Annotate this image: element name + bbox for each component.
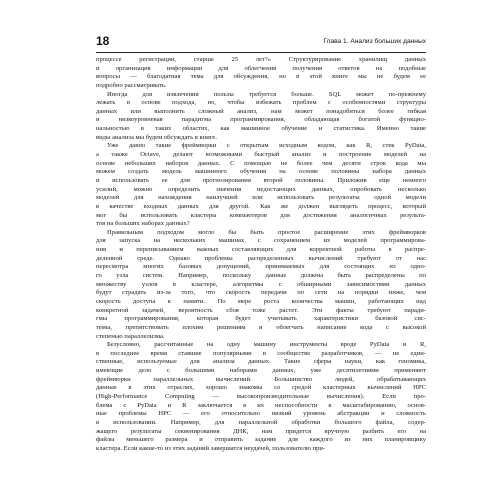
- text-line: ния и переписыванием важных составляющих для корректной работы в распре-: [96, 246, 426, 254]
- text-line: процессе регистрации, старше 25 лет?» Структурирование хранилищ данных: [96, 56, 426, 63]
- text-line: гмы программирования, которая будет учитывать характеристики базовой сис-: [96, 315, 426, 323]
- page-header: [96, 36, 426, 50]
- text-line: множеству узлов в кластере, алгоритмы с обширными зависимостями данных: [96, 280, 426, 288]
- text-line: можем создать модель машинного обучения на основе половины набора данных: [96, 168, 426, 176]
- text-line: Иногда для извлечения пользы требуется больше. SQL может по-прежнему: [107, 90, 426, 98]
- paragraph: [96, 56, 426, 91]
- text-line: в использовании. Например, для параллельной обработки большого файла, содер-: [96, 418, 426, 426]
- text-line: лежать в основе подхода, но, чтобы избежать проблем с особенностями структуры: [96, 99, 426, 107]
- page-number: 18: [96, 34, 110, 48]
- text-line: конкретной задачей, вероятность сбоя тоже растет. Эти факты требуют паради-: [96, 306, 426, 314]
- text-line: будут страдать из-за того, что скорость передачи по сети на порядки ниже, чем: [96, 289, 426, 297]
- text-line: подробно рассматривать.: [96, 81, 167, 89]
- text-line: кластера. Если какие-то из этих заданий завершатся неудачей, пользователю при-: [96, 444, 326, 452]
- text-line: моделей для нахождения наилучшей или использовать результаты одной модели: [96, 194, 426, 202]
- text-line: усилий, можно определить значения недостающих данных, опробовать несколько: [96, 185, 426, 193]
- text-line: основе небольших наборов данных. С помощью не более чем десяти строк кода мы: [96, 159, 426, 167]
- text-line: в последнее время ставшие популярными в сообществе разработчиков, — не един-: [96, 349, 426, 357]
- text-line: ные проблемы HPC — его относительно низкий уровень абстракции и сложность: [96, 410, 426, 418]
- text-line: для запуска на нескольких машинах с сохранением их моделей программирова-: [96, 237, 426, 245]
- text-line: данных или выполнить сложный анализ, нам может понадобиться более гибкая: [96, 107, 426, 115]
- text-line: нальностью в таких областях, как машинное обучение и статистика. Именно такие: [96, 125, 426, 133]
- text-line: файлы меньшего размера и отправить задание для каждого из них планировщику: [96, 436, 426, 444]
- text-line: пересмотра многих базовых допущений, принимаемых для состоящих из одно-: [96, 263, 426, 271]
- paragraph: [96, 91, 426, 143]
- text-line: фреймворки параллельных вычислений. Большинство людей, обрабатывающих: [96, 375, 426, 383]
- paragraph: [96, 229, 426, 341]
- text-line: Уже давно такие фреймворки с открытым исходным кодом, как R, стек PyData,: [107, 142, 426, 150]
- text-line: тов на больших наборах данных?: [96, 220, 190, 228]
- text-line: темы, препятствовать плохим решениям и облегчать написание кода с высокой: [96, 323, 426, 331]
- text-line: Безусловно, рассчитанные на одну машину инструменты вроде PyData и R,: [107, 341, 426, 349]
- text-line: Правильным подходом могло бы быть простое расширение этих фреймворков: [107, 228, 426, 236]
- body-text: [96, 56, 426, 453]
- text-line: степенью параллелизма.: [96, 332, 165, 340]
- paragraph: [96, 142, 426, 228]
- text-line: имеющие дело с большими наборами данных, уже десятилетиями применяют: [96, 367, 426, 375]
- text-line: деленной среде. Однако проблемы распределенных вычислений требуют от нас: [96, 254, 426, 262]
- text-line: го узла систем. Например, поскольку данные должны быть распределены по: [96, 272, 426, 280]
- text-line: ственные, используемые для анализа данных. Такие сферы науки, как геномика,: [96, 358, 426, 366]
- text-line: в качестве входных данных для другой. Как же должен выглядеть процесс, который: [96, 202, 426, 210]
- text-line: и низкоуровневая парадигма программирования, обладающая богатой функцио-: [96, 116, 426, 124]
- text-line: а также Octave, делают возможными быстрый анализ и построение моделей на: [96, 151, 426, 159]
- running-chapter-title: Глава 1. Анализ больших данных: [323, 38, 426, 45]
- text-line: жащего результаты секвенирования ДНК, нам придется вручную разбить его на: [96, 427, 426, 435]
- text-line: (High-Performance Computing — высокопроизводительные вычисления). Если про-: [96, 392, 426, 400]
- text-line: скорость доступа к памяти. По мере роста количества машин, работающих над: [96, 297, 426, 305]
- header-rule: [96, 52, 426, 53]
- text-line: данные в этих отраслях, хорошо знакомы со средой кластерных вычислений HPC: [96, 384, 426, 392]
- text-line: и использовать ее для прогнозирования второй половины. Приложив еще немного: [96, 176, 426, 184]
- text-line: и организация информации для облегчения получения ответов на подобные: [96, 64, 426, 72]
- text-line: блема с PyData и R заключается в их неспособности к масштабированию, основ-: [96, 401, 426, 409]
- paragraph: [96, 341, 426, 453]
- text-line: виды анализа мы будем обсуждать в книге.: [96, 133, 217, 141]
- text-line: мог бы использовать кластеры компьютеров для достижения аналогичных результа-: [96, 211, 426, 219]
- text-line: вопросы — благодатная тема для обсуждения, но в этой книге мы не будем ее: [96, 73, 426, 81]
